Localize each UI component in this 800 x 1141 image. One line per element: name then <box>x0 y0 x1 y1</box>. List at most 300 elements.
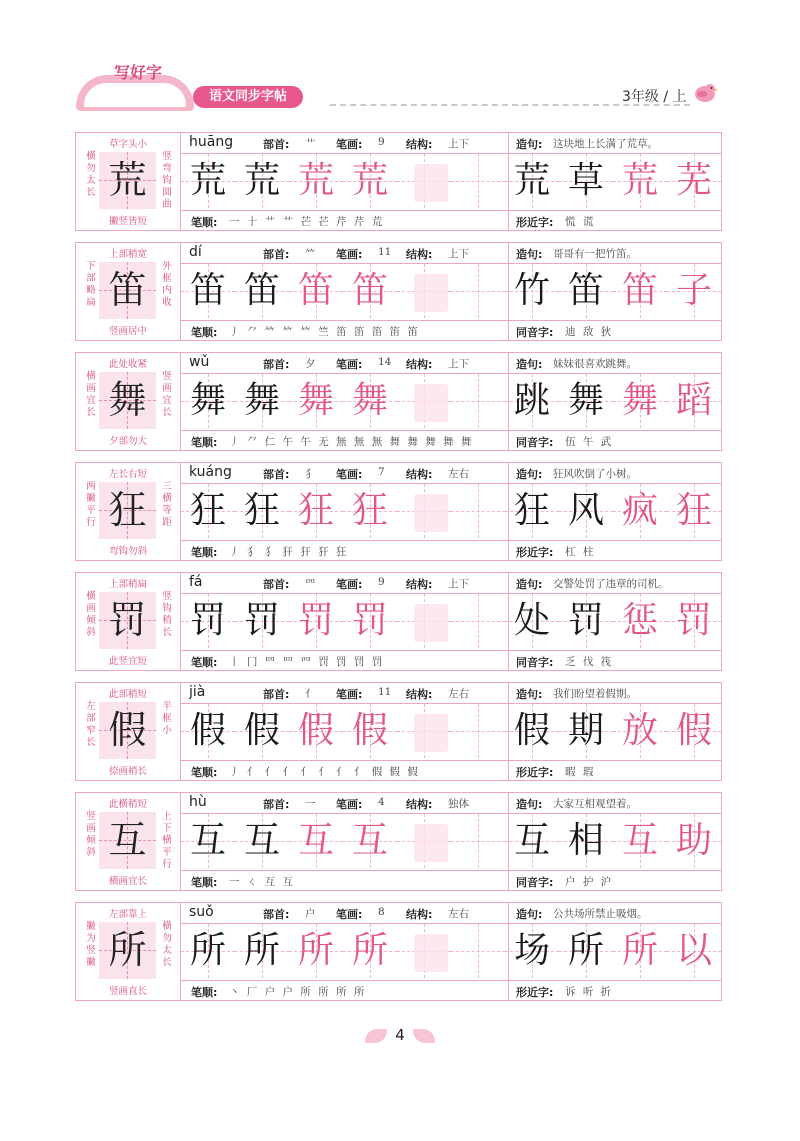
sentence-label: 造句: <box>516 908 543 921</box>
order-label: 笔顺: <box>191 216 218 229</box>
practice-cell[interactable] <box>289 704 343 758</box>
practice-char: 竹 <box>513 270 550 311</box>
hint-left: 横画宜长 <box>86 371 96 418</box>
char-card <box>75 682 722 781</box>
practice-cell[interactable] <box>181 264 235 318</box>
practice-char: 荒 <box>513 160 550 201</box>
practice-char: 助 <box>675 820 712 861</box>
practice-char: 所 <box>189 930 226 971</box>
practice-cell[interactable] <box>451 594 505 648</box>
hint-bottom: 横画宜长 <box>108 876 147 887</box>
practice-cell[interactable] <box>613 594 667 648</box>
practice-cell[interactable] <box>235 264 289 318</box>
sentence-label: 造句: <box>516 688 543 701</box>
practice-char: 跳 <box>513 380 550 421</box>
practice-char: 狂 <box>243 490 280 531</box>
hint-top: 左部靠上 <box>108 909 147 920</box>
practice-cell[interactable] <box>289 264 343 318</box>
extra-value: 慌 谎 <box>565 216 596 228</box>
practice-cell[interactable] <box>505 154 559 208</box>
radical-value: 户 <box>305 908 316 920</box>
model-char-box <box>99 812 156 869</box>
practice-char: 假 <box>297 710 334 751</box>
practice-cell[interactable] <box>613 154 667 208</box>
practice-char: 芜 <box>675 160 712 201</box>
hint-bottom: 此竖宜短 <box>108 656 147 667</box>
series-tag: 语文同步字帖 <box>193 86 303 108</box>
extra-value: 迪 敌 狄 <box>565 326 614 338</box>
practice-cell[interactable] <box>667 264 721 318</box>
info-row <box>181 463 721 484</box>
practice-cell[interactable] <box>613 484 667 538</box>
practice-char: 荒 <box>243 160 280 201</box>
practice-char: 罚 <box>675 600 712 641</box>
radical-label: 部首: <box>263 688 290 701</box>
practice-char: 罚 <box>567 600 604 641</box>
hint-right: 三横等距 <box>162 481 172 528</box>
wing-right-icon <box>413 1029 435 1043</box>
practice-cell[interactable] <box>559 264 613 318</box>
char-guide <box>76 243 181 340</box>
ghost-char-shape <box>414 274 448 312</box>
extra-label: 形近字: <box>516 216 554 229</box>
char-card <box>75 242 722 341</box>
practice-cell[interactable] <box>343 594 397 648</box>
practice-cell[interactable] <box>613 924 667 978</box>
practice-cell[interactable] <box>235 154 289 208</box>
stroke-order: 丿 ⺈ 仁 午 午 无 無 無 無 舞 舞 舞 舞 舞 <box>229 436 474 448</box>
practice-char: 笛 <box>243 270 280 311</box>
logo-text: 写好字 <box>113 63 162 82</box>
practice-char: 罚 <box>189 600 226 641</box>
practice-cell[interactable] <box>613 264 667 318</box>
structure-label: 结构: <box>406 688 433 701</box>
practice-grid <box>181 264 721 320</box>
extra-label: 形近字: <box>516 986 554 999</box>
pinyin: fá <box>189 574 203 590</box>
strokes-label: 笔画: <box>336 248 363 261</box>
structure-value: 独体 <box>448 798 469 810</box>
practice-char: 笛 <box>621 270 658 311</box>
practice-char: 荒 <box>621 160 658 201</box>
practice-cell[interactable] <box>667 924 721 978</box>
sentence-label: 造句: <box>516 798 543 811</box>
sentence-value: 我们盼望着假期。 <box>553 688 637 700</box>
hint-top: 上部稍宽 <box>108 249 147 260</box>
practice-cell[interactable] <box>181 704 235 758</box>
practice-cell[interactable] <box>559 814 613 868</box>
hint-right: 半框小 <box>162 701 172 736</box>
structure-label: 结构: <box>406 248 433 261</box>
radical-label: 部首: <box>263 358 290 371</box>
practice-char: 狂 <box>675 490 712 531</box>
info-row <box>181 683 721 704</box>
sentence-value: 公共场所禁止吸烟。 <box>553 908 648 920</box>
hint-left: 撇为竖撇 <box>86 921 96 968</box>
radical-value: 罒 <box>305 578 316 590</box>
practice-cell[interactable] <box>451 924 505 978</box>
radical-label: 部首: <box>263 798 290 811</box>
practice-char: 舞 <box>351 380 388 421</box>
hint-bottom: 夕部勿大 <box>108 436 147 447</box>
model-char-box <box>99 922 156 979</box>
practice-char: 舞 <box>189 380 226 421</box>
practice-char: 惩 <box>621 600 658 641</box>
practice-char: 互 <box>513 820 550 861</box>
char-guide <box>76 793 181 890</box>
sentence-value: 这块地上长满了荒草。 <box>553 138 658 150</box>
practice-char: 假 <box>243 710 280 751</box>
hint-left: 横画倾斜 <box>86 591 96 638</box>
hint-left: 横勿太长 <box>86 151 96 198</box>
practice-cell[interactable] <box>667 704 721 758</box>
radical-label: 部首: <box>263 248 290 261</box>
practice-char: 放 <box>621 710 658 751</box>
pinyin: hù <box>189 794 207 810</box>
practice-char: 处 <box>513 600 550 641</box>
practice-cell[interactable] <box>235 594 289 648</box>
structure-label: 结构: <box>406 468 433 481</box>
sentence-label: 造句: <box>516 358 543 371</box>
bottom-row <box>181 650 721 671</box>
char-card <box>75 902 722 1001</box>
practice-cell[interactable] <box>181 594 235 648</box>
practice-char: 互 <box>189 820 226 861</box>
strokes-value: 9 <box>378 136 385 148</box>
hint-top: 此部稍短 <box>108 689 147 700</box>
strokes-value: 11 <box>378 686 392 698</box>
hint-left: 左部窄长 <box>86 701 96 748</box>
sentence-label: 造句: <box>516 138 543 151</box>
practice-cell[interactable] <box>613 704 667 758</box>
practice-cell[interactable] <box>181 924 235 978</box>
practice-grid <box>181 374 721 430</box>
hint-top: 此横稍短 <box>108 799 147 810</box>
strokes-label: 笔画: <box>336 358 363 371</box>
radical-value: ⺮ <box>305 248 316 260</box>
practice-cell[interactable] <box>235 484 289 538</box>
ghost-char-shape <box>414 494 448 532</box>
practice-cell[interactable] <box>235 924 289 978</box>
practice-cell[interactable] <box>451 264 505 318</box>
practice-cell[interactable] <box>181 154 235 208</box>
practice-char: 罚 <box>351 600 388 641</box>
practice-cell[interactable] <box>505 814 559 868</box>
extra-label: 同音字: <box>516 876 554 889</box>
practice-cell[interactable] <box>181 374 235 428</box>
practice-cell[interactable] <box>181 484 235 538</box>
practice-char: 狂 <box>513 490 550 531</box>
radical-label: 部首: <box>263 468 290 481</box>
stroke-order: 丿 犭 犭 犴 犴 犴 狂 <box>229 546 349 558</box>
practice-cell[interactable] <box>451 704 505 758</box>
practice-char: 笛 <box>297 270 334 311</box>
model-char: 狂 <box>108 488 147 532</box>
sentence-value: 哥哥有一把竹笛。 <box>553 248 637 260</box>
char-guide <box>76 133 181 230</box>
strokes-label: 笔画: <box>336 138 363 151</box>
sentence-value: 狂风吹倒了小树。 <box>553 468 637 480</box>
structure-label: 结构: <box>406 578 433 591</box>
practice-cell[interactable] <box>559 484 613 538</box>
practice-cell[interactable] <box>235 814 289 868</box>
strokes-value: 9 <box>378 576 385 588</box>
model-char: 荒 <box>108 158 147 202</box>
practice-cell[interactable] <box>289 154 343 208</box>
practice-char: 舞 <box>567 380 604 421</box>
practice-char: 狂 <box>189 490 226 531</box>
practice-cell[interactable] <box>181 814 235 868</box>
stroke-order: 一 十 艹 艹 芒 芒 芹 芹 荒 <box>229 216 385 228</box>
strokes-value: 8 <box>378 906 385 918</box>
bird-icon <box>691 78 719 106</box>
extra-label: 同音字: <box>516 326 554 339</box>
practice-grid <box>181 924 721 980</box>
extra-label: 同音字: <box>516 656 554 669</box>
sentence-label: 造句: <box>516 468 543 481</box>
char-card <box>75 572 722 671</box>
practice-cell[interactable] <box>667 484 721 538</box>
page-footer <box>365 1025 435 1047</box>
practice-char: 假 <box>513 710 550 751</box>
hint-right: 竖钩稍长 <box>162 591 172 638</box>
practice-char: 舞 <box>297 380 334 421</box>
practice-char: 荒 <box>351 160 388 201</box>
strokes-value: 7 <box>378 466 385 478</box>
hint-top: 草字头小 <box>108 139 147 150</box>
pinyin: kuáng <box>189 464 232 480</box>
order-label: 笔顺: <box>191 656 218 669</box>
char-guide <box>76 903 181 1000</box>
practice-char: 互 <box>351 820 388 861</box>
pinyin: jià <box>189 684 206 700</box>
extra-value: 杠 柱 <box>565 546 596 558</box>
practice-char: 笛 <box>189 270 226 311</box>
practice-char: 所 <box>297 930 334 971</box>
practice-grid <box>181 594 721 650</box>
structure-value: 左右 <box>448 908 469 920</box>
extra-value: 户 护 沪 <box>565 876 614 888</box>
practice-char: 互 <box>621 820 658 861</box>
practice-cell[interactable] <box>235 374 289 428</box>
char-card <box>75 462 722 561</box>
practice-cell[interactable] <box>451 374 505 428</box>
info-row <box>181 243 721 264</box>
sentence-label: 造句: <box>516 248 543 261</box>
structure-value: 左右 <box>448 468 469 480</box>
sentence-value: 大家互相观望着。 <box>553 798 637 810</box>
practice-cell[interactable] <box>559 374 613 428</box>
sentence-label: 造句: <box>516 578 543 591</box>
info-row <box>181 903 721 924</box>
structure-label: 结构: <box>406 358 433 371</box>
hint-left: 两撇平行 <box>86 481 96 528</box>
practice-cell[interactable] <box>343 704 397 758</box>
extra-label: 同音字: <box>516 436 554 449</box>
model-char-box <box>99 482 156 539</box>
practice-char: 罚 <box>243 600 280 641</box>
practice-char: 假 <box>189 710 226 751</box>
practice-cell[interactable] <box>505 704 559 758</box>
model-char: 舞 <box>108 378 147 422</box>
order-label: 笔顺: <box>191 766 218 779</box>
hint-right: 竖画宜长 <box>162 371 172 418</box>
model-char-box <box>99 372 156 429</box>
practice-char: 风 <box>567 490 604 531</box>
order-label: 笔顺: <box>191 876 218 889</box>
bottom-row <box>181 760 721 781</box>
practice-cell[interactable] <box>559 704 613 758</box>
ghost-char-shape <box>414 164 448 202</box>
structure-value: 上下 <box>448 138 469 150</box>
practice-cell[interactable] <box>289 924 343 978</box>
char-card <box>75 132 722 231</box>
bottom-row <box>181 210 721 231</box>
radical-label: 部首: <box>263 138 290 151</box>
stroke-order: 丶 厂 户 户 所 所 所 所 <box>229 986 367 998</box>
practice-char: 所 <box>567 930 604 971</box>
hint-top: 上部稍扁 <box>108 579 147 590</box>
extra-value: 伍 午 武 <box>565 436 614 448</box>
grade-label: 3年级 / 上 <box>622 89 687 105</box>
practice-cell[interactable] <box>289 374 343 428</box>
practice-cell[interactable] <box>343 374 397 428</box>
radical-value: 夕 <box>305 358 316 370</box>
practice-char: 子 <box>675 270 712 311</box>
model-char: 互 <box>108 818 147 862</box>
practice-grid <box>181 154 721 210</box>
practice-cell[interactable] <box>343 154 397 208</box>
practice-cell[interactable] <box>613 374 667 428</box>
structure-label: 结构: <box>406 798 433 811</box>
bottom-row <box>181 430 721 451</box>
page-header <box>0 0 800 120</box>
info-row <box>181 353 721 374</box>
practice-char: 互 <box>297 820 334 861</box>
ghost-char-shape <box>414 384 448 422</box>
stroke-order: 一 ㄑ 互 互 <box>229 876 296 888</box>
practice-char: 所 <box>351 930 388 971</box>
strokes-label: 笔画: <box>336 688 363 701</box>
bottom-row <box>181 870 721 891</box>
pinyin: wǔ <box>189 354 210 370</box>
char-card <box>75 352 722 451</box>
practice-char: 草 <box>567 160 604 201</box>
practice-char: 荒 <box>297 160 334 201</box>
extra-label: 形近字: <box>516 546 554 559</box>
practice-grid <box>181 484 721 540</box>
practice-char: 罚 <box>297 600 334 641</box>
structure-value: 上下 <box>448 358 469 370</box>
practice-cell[interactable] <box>613 814 667 868</box>
practice-cell[interactable] <box>667 154 721 208</box>
page-number: 4 <box>395 1026 405 1044</box>
order-label: 笔顺: <box>191 986 218 999</box>
practice-cell[interactable] <box>343 264 397 318</box>
practice-cell[interactable] <box>559 594 613 648</box>
practice-cell[interactable] <box>451 154 505 208</box>
practice-cell[interactable] <box>505 264 559 318</box>
practice-cell[interactable] <box>451 814 505 868</box>
practice-cell[interactable] <box>559 924 613 978</box>
practice-cell[interactable] <box>235 704 289 758</box>
strokes-label: 笔画: <box>336 798 363 811</box>
pinyin: suǒ <box>189 904 214 920</box>
radical-value: 亻 <box>305 688 316 700</box>
practice-cell[interactable] <box>289 814 343 868</box>
logo <box>76 55 196 113</box>
char-card <box>75 792 722 891</box>
practice-char: 疯 <box>621 490 658 531</box>
practice-cell[interactable] <box>505 374 559 428</box>
order-label: 笔顺: <box>191 546 218 559</box>
practice-char: 狂 <box>297 490 334 531</box>
practice-cell[interactable] <box>343 814 397 868</box>
strokes-value: 4 <box>378 796 385 808</box>
practice-cell[interactable] <box>667 814 721 868</box>
practice-char: 假 <box>351 710 388 751</box>
practice-char: 蹈 <box>675 380 712 421</box>
practice-cell[interactable] <box>343 484 397 538</box>
radical-value: 一 <box>305 798 316 810</box>
practice-char: 相 <box>567 820 604 861</box>
radical-value: 艹 <box>305 138 316 150</box>
structure-value: 左右 <box>448 688 469 700</box>
model-char-box <box>99 152 156 209</box>
strokes-value: 11 <box>378 246 392 258</box>
practice-cell[interactable] <box>667 374 721 428</box>
practice-cell[interactable] <box>451 484 505 538</box>
practice-cell[interactable] <box>667 594 721 648</box>
pinyin: huāng <box>189 134 234 150</box>
order-label: 笔顺: <box>191 436 218 449</box>
info-row <box>181 793 721 814</box>
practice-grid <box>181 814 721 870</box>
practice-char: 互 <box>243 820 280 861</box>
ghost-char-shape <box>414 604 448 642</box>
practice-cell[interactable] <box>505 594 559 648</box>
practice-cell[interactable] <box>289 594 343 648</box>
strokes-label: 笔画: <box>336 468 363 481</box>
hint-bottom: 弯钩勿斜 <box>108 546 147 557</box>
practice-cell[interactable] <box>505 924 559 978</box>
extra-label: 形近字: <box>516 766 554 779</box>
sentence-value: 妹妹很喜欢跳舞。 <box>553 358 637 370</box>
wing-left-icon <box>365 1029 387 1043</box>
hint-bottom: 撇竖皆短 <box>108 216 147 227</box>
hint-left: 竖画倾斜 <box>86 811 96 858</box>
hint-left: 下部略扁 <box>86 261 96 308</box>
practice-cell[interactable] <box>289 484 343 538</box>
hint-right: 横勿太长 <box>162 921 172 968</box>
practice-cell[interactable] <box>505 484 559 538</box>
structure-label: 结构: <box>406 908 433 921</box>
structure-value: 上下 <box>448 248 469 260</box>
practice-char: 所 <box>243 930 280 971</box>
practice-char: 所 <box>621 930 658 971</box>
bottom-row <box>181 320 721 341</box>
strokes-label: 笔画: <box>336 578 363 591</box>
ghost-char-shape <box>414 824 448 862</box>
structure-value: 上下 <box>448 578 469 590</box>
practice-cell[interactable] <box>343 924 397 978</box>
hint-bottom: 竖画居中 <box>108 326 147 337</box>
hint-bottom: 捺画稍长 <box>108 766 147 777</box>
char-guide <box>76 353 181 450</box>
practice-cell[interactable] <box>559 154 613 208</box>
practice-char: 期 <box>567 710 604 751</box>
model-char: 笛 <box>108 268 147 312</box>
